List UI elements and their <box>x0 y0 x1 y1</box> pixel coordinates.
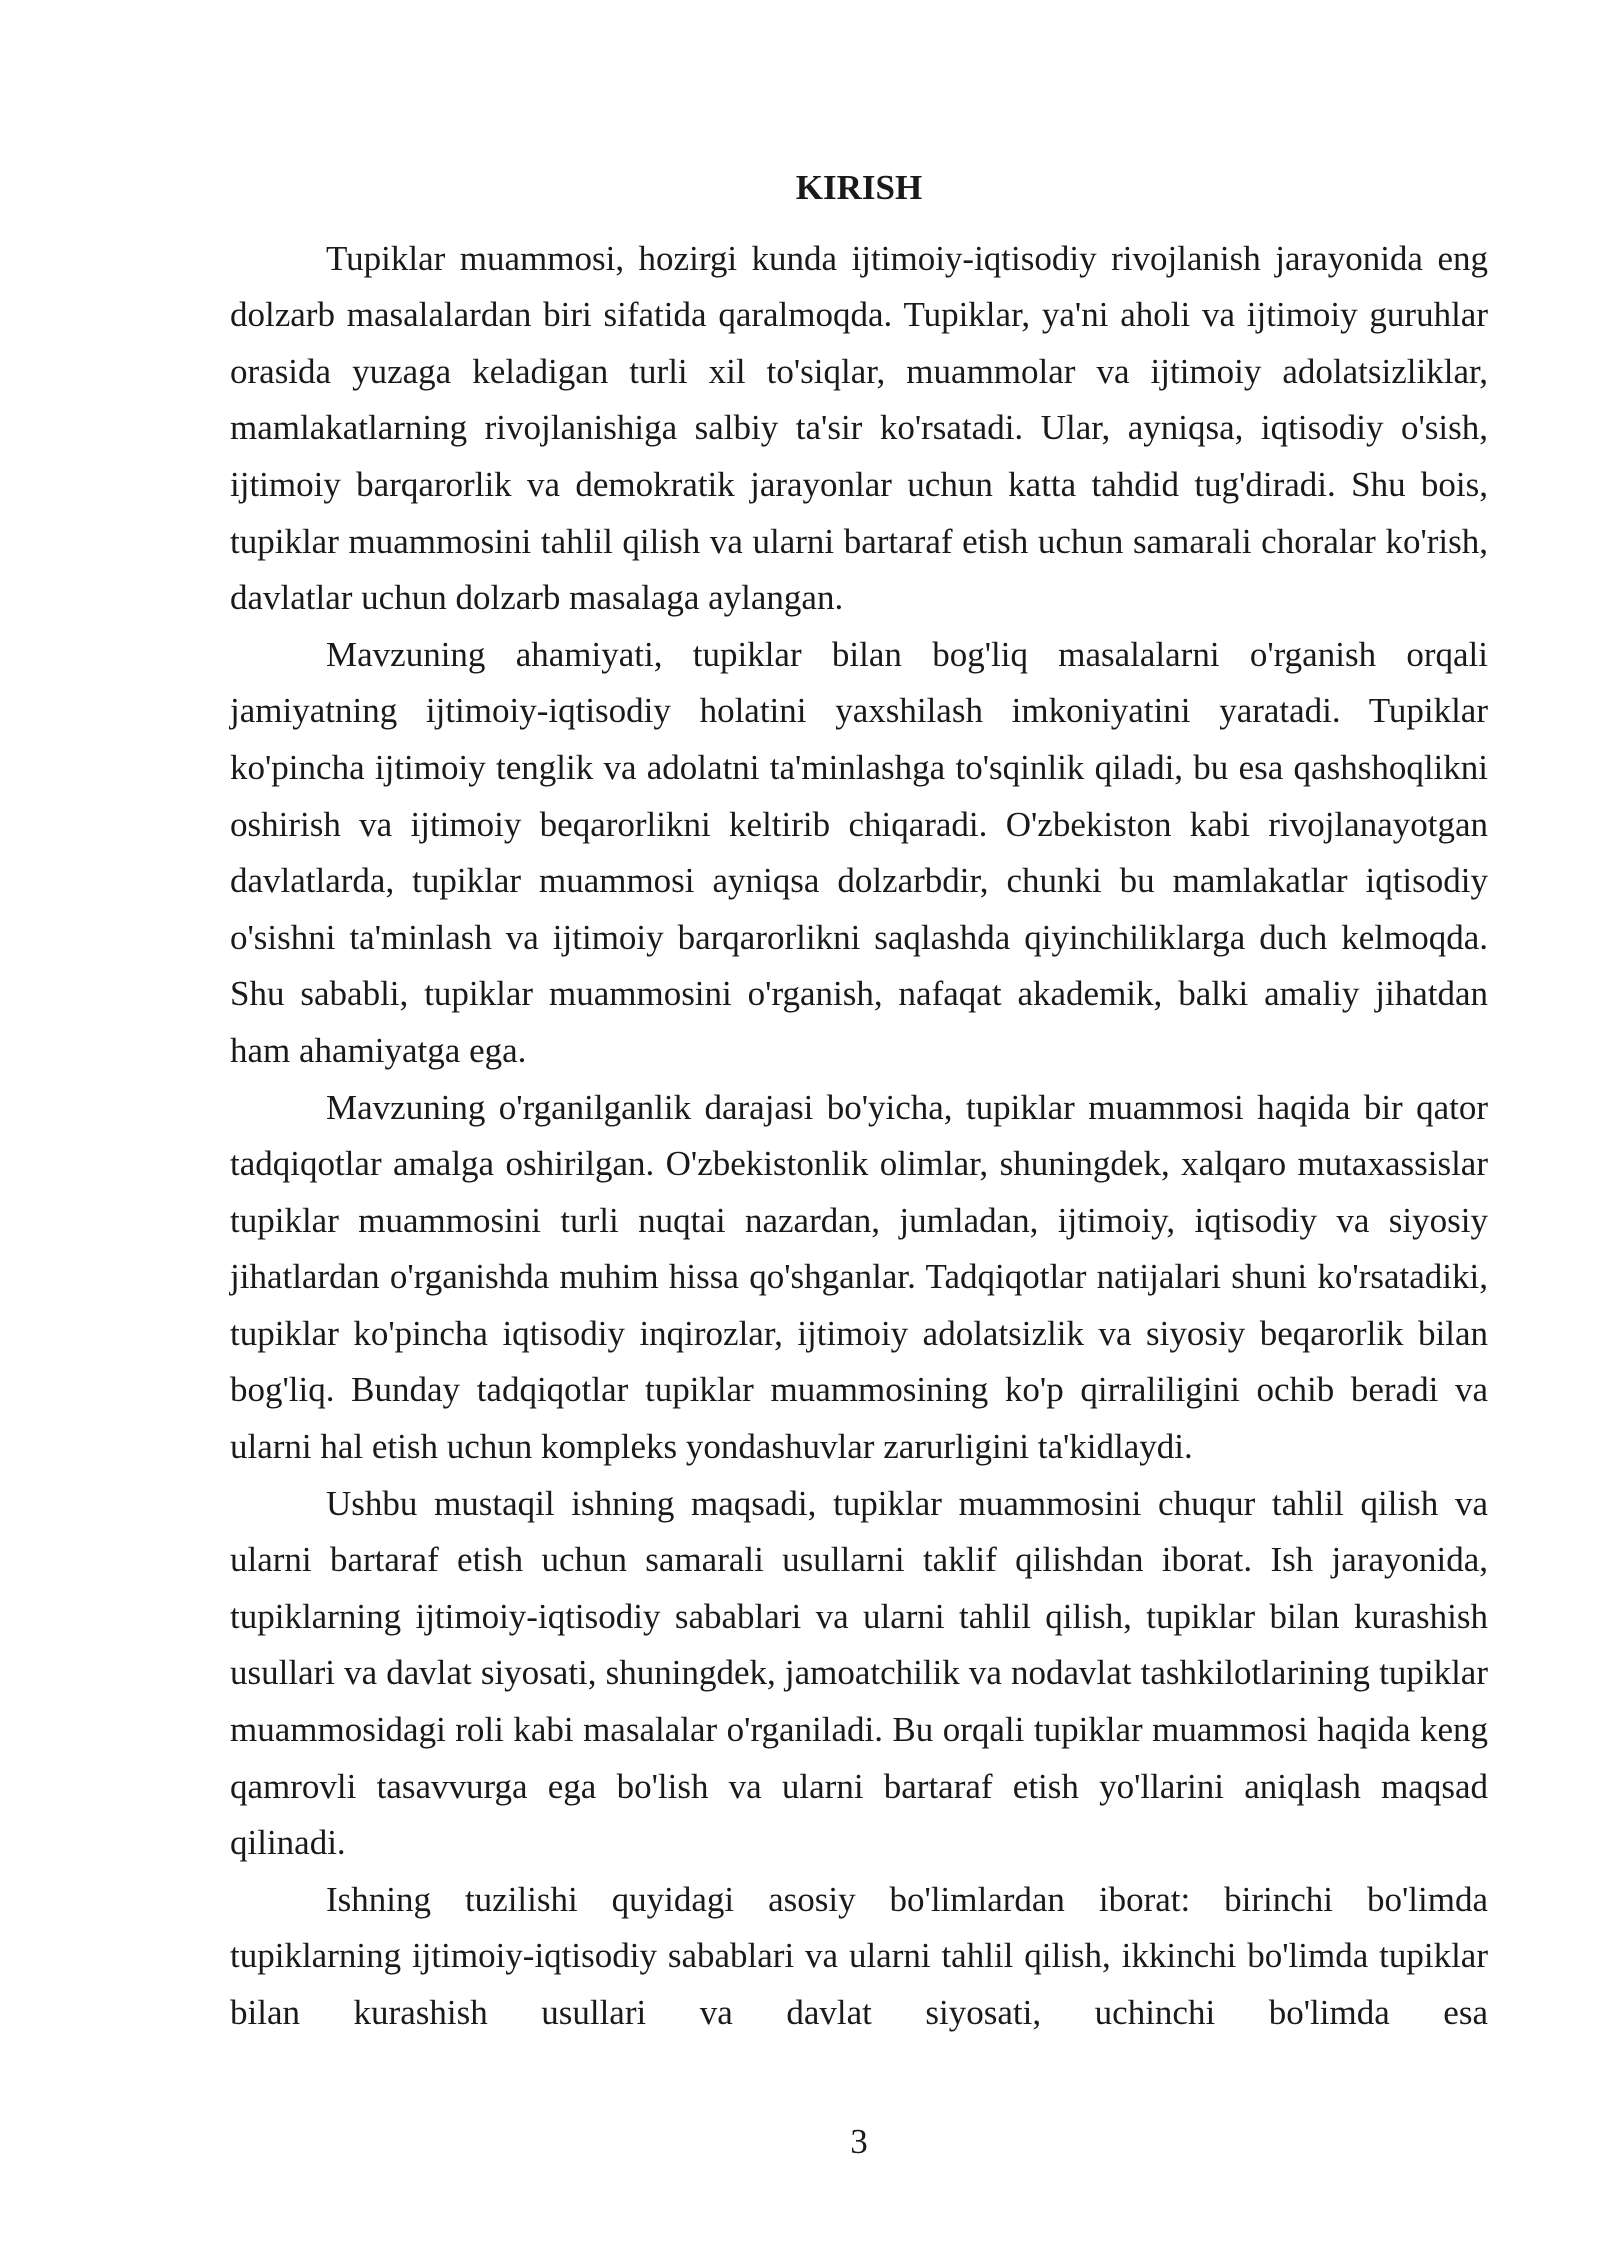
paragraph-work-goal: Ushbu mustaqil ishning maqsadi, tupiklar muammosini chuqur tahlil qilish va ularni bartaraf etish uchun samarali usullarni taklif qilishdan iborat. Ish jarayonida, tupiklarning ijtimoiy-iqtisodiy sabablari va ularni tahlil qilish, tupiklar bilan kurashish usullari va davlat siyosati, shuningdek, jamoatchilik va nodavlat tashkilotlarining tupiklar muammosidagi roli kabi masalalar o'rganiladi. Bu orqali tupiklar muammosi haqida keng qamrovli tasavvurga ega bo'lish va ularni bartaraf etish yo'llarini aniqlash maqsad qilinadi. <box>230 1483 1488 1863</box>
section-title: KIRISH <box>795 168 923 207</box>
paragraph-research-level: Mavzuning o'rganilganlik darajasi bo'yicha, tupiklar muammosi haqida bir qator tadqiqotlar amalga oshirilgan. O'zbekistonlik olimlar, shuningdek, xalqaro mutaxassislar tupiklar muammosini turli nuqtai nazardan, jumladan, ijtimoiy, iqtisodiy va siyosiy jihatlardan o'rganishda muhim hissa qo'shganlar. Tadqiqotlar natijalari shuni ko'rsatadiki, tupiklar ko'pincha iqtisodiy inqirozlar, ijtimoiy adolatsizlik va siyosiy beqarorlik bilan bog'liq. Bunday tadqiqotlar tupiklar muammosining ko'p qirraliligini ochib beradi va ularni hal etish uchun kompleks yondashuvlar zarurligini ta'kidlaydi. <box>230 1087 1488 1467</box>
paragraph-introduction: Tupiklar muammosi, hozirgi kunda ijtimoiy-iqtisodiy rivojlanish jarayonida eng dolzarb masalalardan biri sifatida qaralmoqda. Tupiklar, ya'ni aholi va ijtimoiy guruhlar orasida yuzaga keladigan turli xil to'siqlar, muammolar va ijtimoiy adolatsizliklar, mamlakatlarning rivojlanishiga salbiy ta'sir ko'rsatadi. Ular, ayniqsa, iqtisodiy o'sish, ijtimoiy barqarorlik va demokratik jarayonlar uchun katta tahdid tug'diradi. Shu bois, tupiklar muammosini tahlil qilish va ularni bartaraf etish uchun samarali choralar ko'rish, davlatlar uchun dolzarb masalaga aylangan. <box>230 238 1488 618</box>
paragraph-work-structure: Ishning tuzilishi quyidagi asosiy bo'limlardan iborat: birinchi bo'limda tupiklarning ijtimoiy-iqtisodiy sabablari va ularni tahlil qilish, ikkinchi bo'limda tupiklar bilan kurashish usullari va davlat siyosati, uchinchi bo'limda esa <box>230 1879 1488 2032</box>
page-number: 3 <box>850 2122 868 2161</box>
page-content <box>230 160 1488 2042</box>
paragraph-topic-importance: Mavzuning ahamiyati, tupiklar bilan bog'liq masalalarni o'rganish orqali jamiyatning ijtimoiy-iqtisodiy holatini yaxshilash imkoniyatini yaratadi. Tupiklar ko'pincha ijtimoiy tenglik va adolatni ta'minlashga to'sqinlik qiladi, bu esa qashshoqlikni oshirish va ijtimoiy beqarorlikni keltirib chiqaradi. O'zbekiston kabi rivojlanayotgan davlatlarda, tupiklar muammosi ayniqsa dolzarbdir, chunki bu mamlakatlar iqtisodiy o'sishni ta'minlash va ijtimoiy barqarorlikni saqlashda qiyinchiliklarga duch kelmoqda. Shu sababli, tupiklar muammosini o'rganish, nafaqat akademik, balki amaliy jihatdan ham ahamiyatga ega. <box>230 634 1488 1070</box>
